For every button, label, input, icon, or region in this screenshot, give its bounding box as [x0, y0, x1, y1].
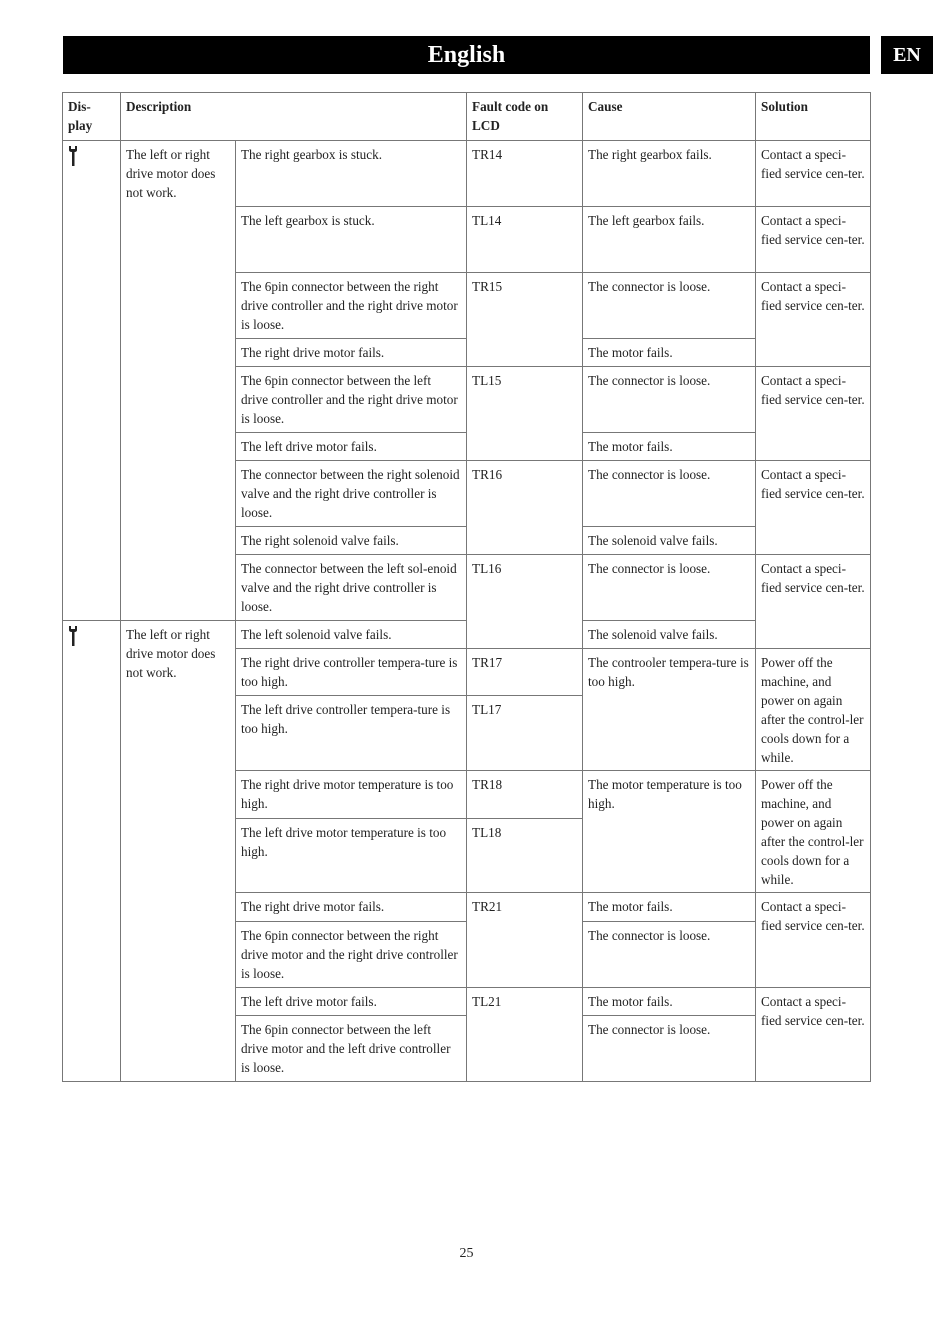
solution-cell: Contact a speci-fied service cen-ter. — [756, 555, 871, 649]
solution-cell: Contact a speci-fied service cen-ter. — [756, 367, 871, 461]
description-cell: The connector between the right solenoid valve and the right drive controller is loose. — [236, 461, 467, 527]
header-display: Dis- play — [63, 93, 121, 141]
header-cause: Cause — [583, 93, 756, 141]
description-cell: The right gearbox is stuck. — [236, 141, 467, 207]
fault-code-cell: TL15 — [467, 367, 583, 461]
cause-cell: The right gearbox fails. — [583, 141, 756, 207]
fault-code-cell: TL14 — [467, 207, 583, 273]
description-group-cell: The left or right drive motor does not work. — [121, 141, 236, 621]
wrench-icon — [68, 146, 78, 166]
description-cell: The right drive motor fails. — [236, 893, 467, 922]
solution-cell: Contact a speci-fied service cen-ter. — [756, 893, 871, 988]
table-row — [63, 621, 871, 649]
page-title-banner — [63, 36, 870, 74]
fault-code-cell: TR17 — [467, 649, 583, 696]
fault-code-cell: TR14 — [467, 141, 583, 207]
fault-code-cell: TL18 — [467, 819, 583, 893]
description-cell: The left drive motor temperature is too high. — [236, 819, 467, 893]
cause-cell: The connector is loose. — [583, 1016, 756, 1082]
wrench-icon — [68, 626, 78, 646]
page-title: English — [427, 41, 506, 68]
description-cell: The 6pin connector between the left drive motor and the left drive controller is loose. — [236, 1016, 467, 1082]
description-cell: The left solenoid valve fails. — [236, 621, 467, 649]
description-cell: The right drive motor fails. — [236, 339, 467, 367]
language-tab-label: EN — [893, 43, 921, 66]
fault-code-cell: TL16 — [467, 555, 583, 649]
description-cell: The right drive controller tempera-ture is too high. — [236, 649, 467, 696]
solution-cell: Power off the machine, and power on again after the control-ler cools down for a while. — [756, 771, 871, 893]
description-cell: The 6pin connector between the right drive motor and the right drive controller is loose. — [236, 922, 467, 988]
header-description: Description — [121, 93, 467, 141]
description-cell: The connector between the left sol-enoid valve and the right drive controller is loose. — [236, 555, 467, 621]
cause-cell: The motor fails. — [583, 433, 756, 461]
header-solution: Solution — [756, 93, 871, 141]
cause-cell: The solenoid valve fails. — [583, 527, 756, 555]
description-cell: The right drive motor temperature is too high. — [236, 771, 467, 819]
fault-code-cell: TR15 — [467, 273, 583, 367]
fault-code-cell: TL21 — [467, 988, 583, 1082]
solution-cell: Contact a speci-fied service cen-ter. — [756, 461, 871, 555]
cause-cell: The connector is loose. — [583, 273, 756, 339]
page-number: 25 — [459, 1246, 474, 1261]
description-group-cell: The left or right drive motor does not work. — [121, 621, 236, 1082]
cause-cell: The left gearbox fails. — [583, 207, 756, 273]
fault-code-cell: TR21 — [467, 893, 583, 988]
display-cell — [63, 621, 121, 1082]
description-cell: The left drive controller tempera-ture is too high. — [236, 696, 467, 771]
solution-cell: Contact a speci-fied service cen-ter. — [756, 273, 871, 367]
description-cell: The 6pin connector between the right drive controller and the right drive motor is loose. — [236, 273, 467, 339]
solution-cell: Power off the machine, and power on again after the control-ler cools down for a while. — [756, 649, 871, 771]
cause-cell: The motor fails. — [583, 988, 756, 1016]
description-cell: The left drive motor fails. — [236, 988, 467, 1016]
display-cell — [63, 141, 121, 621]
cause-cell: The solenoid valve fails. — [583, 621, 756, 649]
cause-cell: The motor fails. — [583, 339, 756, 367]
header-fault-code: Fault code on LCD — [467, 93, 583, 141]
solution-cell: Contact a speci-fied service cen-ter. — [756, 141, 871, 207]
fault-code-cell: TL17 — [467, 696, 583, 771]
fault-code-table — [62, 92, 871, 1082]
table-header-row — [63, 93, 871, 141]
fault-code-cell: TR18 — [467, 771, 583, 819]
cause-cell: The connector is loose. — [583, 555, 756, 621]
description-cell: The 6pin connector between the left drive controller and the right drive motor is loose. — [236, 367, 467, 433]
solution-cell: Contact a speci-fied service cen-ter. — [756, 207, 871, 273]
table-row — [63, 141, 871, 207]
description-cell: The right solenoid valve fails. — [236, 527, 467, 555]
cause-cell: The connector is loose. — [583, 367, 756, 433]
cause-cell: The motor temperature is too high. — [583, 771, 756, 893]
cause-cell: The motor fails. — [583, 893, 756, 922]
fault-code-cell: TR16 — [467, 461, 583, 555]
description-cell: The left drive motor fails. — [236, 433, 467, 461]
language-tab — [881, 36, 933, 74]
cause-cell: The controoler tempera-ture is too high. — [583, 649, 756, 771]
cause-cell: The connector is loose. — [583, 461, 756, 527]
solution-cell: Contact a speci-fied service cen-ter. — [756, 988, 871, 1082]
cause-cell: The connector is loose. — [583, 922, 756, 988]
description-cell: The left gearbox is stuck. — [236, 207, 467, 273]
